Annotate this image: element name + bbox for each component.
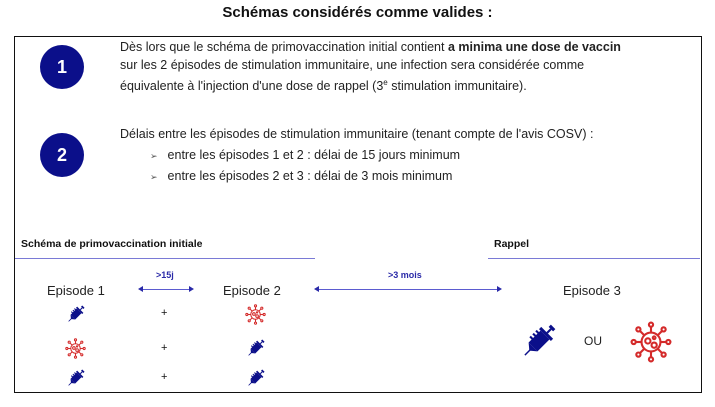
rule-1-line: stimulation immunitaire).: [387, 79, 527, 94]
plus-sign: +: [161, 342, 168, 354]
episode-1-label: Episode 1: [47, 283, 105, 298]
page-title: Schémas considérés comme valides :: [222, 4, 493, 21]
step-badge-2: 2: [40, 133, 84, 177]
gap-23-label: >3 mois: [388, 270, 422, 280]
bullet-text: entre les épisodes 1 et 2 : délai de 15 jours minimum: [167, 148, 461, 162]
rule-1-line: Dès lors que le schéma de primovaccination initial contient: [120, 40, 448, 54]
divider: [488, 258, 700, 259]
syringe-icon: [65, 303, 87, 325]
divider: [15, 258, 315, 259]
bullet-arrow-icon: ➢: [150, 172, 158, 182]
rule-2-bullet: [150, 148, 460, 162]
virus-icon: [245, 304, 266, 325]
virus-icon: [630, 321, 672, 363]
superscript: e: [383, 78, 388, 87]
virus-icon: [65, 338, 86, 359]
syringe-icon: [245, 337, 267, 359]
step-badge-1: 1: [40, 45, 84, 89]
rule-2-bullet: [150, 169, 452, 183]
rule-1-text: [120, 38, 621, 95]
rule-2-intro: Délais entre les épisodes de stimulation immunitaire (tenant compte de l'avis COSV) :: [120, 127, 594, 141]
double-arrow-icon: [318, 289, 498, 290]
rule-1-emphasis: a minima une dose de vaccin: [447, 40, 621, 54]
plus-sign: +: [161, 307, 168, 319]
syringe-icon: [518, 320, 560, 362]
section-rappel-heading: Rappel: [494, 238, 530, 250]
plus-sign: +: [161, 371, 168, 383]
rule-1-line: équivalente à l'injection d'une dose de rappel (3: [120, 79, 384, 94]
double-arrow-icon: [142, 289, 190, 290]
episode-2-label: Episode 2: [223, 283, 281, 298]
syringe-icon: [245, 367, 267, 389]
syringe-icon: [65, 367, 87, 389]
rule-1-line: sur les 2 épisodes de stimulation immunitaire, une infection sera considérée comme: [120, 58, 585, 72]
bullet-arrow-icon: ➢: [150, 151, 158, 161]
section-primo-heading: Schéma de primovaccination initiale: [21, 238, 203, 250]
gap-12-label: >15j: [156, 270, 174, 280]
or-label: OU: [584, 334, 602, 348]
bullet-text: entre les épisodes 2 et 3 : délai de 3 mois minimum: [167, 169, 453, 183]
episode-3-label: Episode 3: [563, 283, 621, 298]
